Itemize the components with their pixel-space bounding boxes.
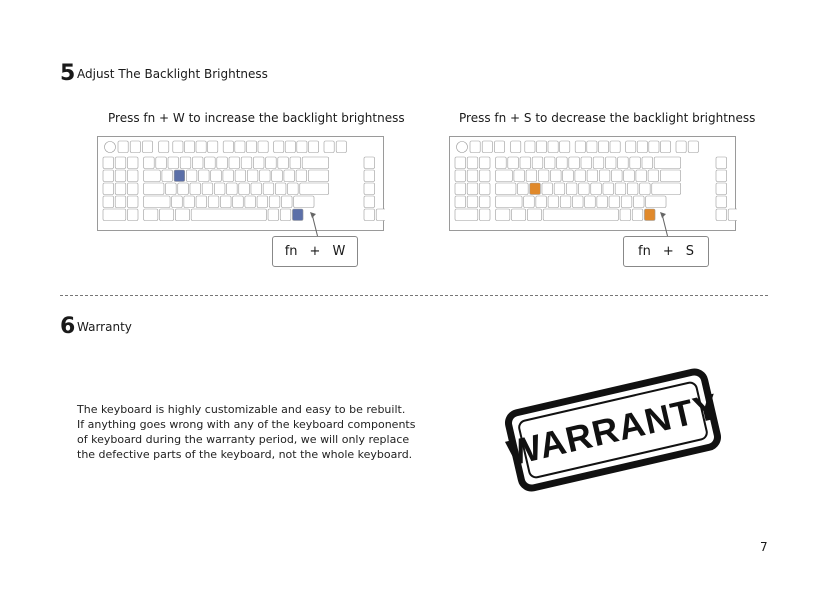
key-f20 (274, 141, 284, 153)
key-m37 (245, 196, 256, 208)
key-l21 (467, 183, 478, 195)
key-r10 (364, 170, 375, 182)
knob (457, 142, 468, 153)
key-m24 (554, 183, 565, 195)
warranty-line: If anything goes wrong with any of the keyboard components (77, 418, 416, 431)
key-m05 (557, 157, 568, 169)
key-m35 (572, 196, 583, 208)
key-m29 (615, 183, 626, 195)
key-l31 (467, 196, 478, 208)
key-m40 (144, 209, 158, 221)
key-l02 (127, 157, 138, 169)
key-f12 (246, 141, 256, 153)
key-m31 (172, 196, 183, 208)
key-m210 (627, 183, 638, 195)
key-l30 (103, 196, 114, 208)
warranty-line: The keyboard is highly customizable and easy to be rebuilt. (77, 403, 406, 416)
knob (105, 142, 116, 153)
key-m27 (239, 183, 250, 195)
key-m26 (579, 183, 590, 195)
key-esc (511, 141, 521, 153)
key-l20 (103, 183, 114, 195)
key-m14 (551, 170, 562, 182)
key-m29 (263, 183, 274, 195)
key-f21 (637, 141, 647, 153)
key-f22 (297, 141, 307, 153)
key-l01 (467, 157, 478, 169)
page-number: 7 (760, 540, 768, 554)
key-m211 (288, 183, 299, 195)
key-m35 (220, 196, 231, 208)
combo-key-fn: fn (638, 244, 651, 259)
keyboard-keys-left (98, 137, 385, 232)
key-m013 (654, 157, 680, 169)
warranty-paragraph (77, 402, 417, 462)
key-m44 (268, 209, 279, 221)
key-m32 (536, 196, 547, 208)
key-l40 (103, 209, 126, 221)
key-r40 (364, 209, 375, 221)
key-m111 (284, 170, 295, 182)
key-m15 (563, 170, 574, 182)
key-l00 (455, 157, 466, 169)
key-m22 (178, 183, 189, 195)
key-m25 (214, 183, 225, 195)
key-f13 (610, 141, 620, 153)
key-m26 (227, 183, 238, 195)
key-m20 (496, 183, 516, 195)
key-m21 (166, 183, 177, 195)
key-r00 (716, 157, 727, 169)
key-m06 (217, 157, 228, 169)
key-r0-0 (470, 141, 480, 153)
key-m03 (532, 157, 543, 169)
key-m04 (544, 157, 555, 169)
key-m18 (599, 170, 610, 182)
key-m113 (308, 170, 328, 182)
key-m112 (648, 170, 659, 182)
keyboard-diagram-left (97, 136, 384, 231)
key-r0-0 (118, 141, 128, 153)
key-r30 (364, 196, 375, 208)
key-m04 (192, 157, 203, 169)
key-m010 (618, 157, 629, 169)
key-m110 (624, 170, 635, 182)
key-f00 (173, 141, 183, 153)
key-m12 (526, 170, 537, 182)
key-m41 (159, 209, 173, 221)
key-f00 (525, 141, 535, 153)
key-l02 (479, 157, 490, 169)
key-f23 (308, 141, 318, 153)
key-l31 (115, 196, 126, 208)
key-m211 (640, 183, 651, 195)
key-m09 (253, 157, 264, 169)
key-l10 (103, 170, 114, 182)
key-r20 (716, 183, 727, 195)
key-m34 (560, 196, 571, 208)
key-m42 (175, 209, 189, 221)
key-m14 (199, 170, 210, 182)
warranty-line: the defective parts of the keyboard, not the whole keyboard. (77, 448, 413, 461)
key-f11 (235, 141, 245, 153)
key-l32 (127, 196, 138, 208)
key-l11 (115, 170, 126, 182)
key-m33 (196, 196, 207, 208)
key-m11 (514, 170, 525, 182)
key-l12 (479, 170, 490, 182)
section-5-title: Adjust The Backlight Brightness (77, 67, 268, 81)
key-m112 (296, 170, 307, 182)
key-f02 (196, 141, 206, 153)
key-m43 (543, 209, 618, 221)
key-l20 (455, 183, 466, 195)
key-f03 (560, 141, 570, 153)
key-l12 (127, 170, 138, 182)
key-m212 (300, 183, 329, 195)
key-f12 (598, 141, 608, 153)
key-l22 (127, 183, 138, 195)
key-m17 (587, 170, 598, 182)
key-m36 (233, 196, 244, 208)
key-l22 (479, 183, 490, 195)
key-m212 (652, 183, 681, 195)
key-f01 (536, 141, 546, 153)
warranty-line: of keyboard during the warranty period, we will only replace (77, 433, 410, 446)
section-6-title: Warranty (77, 320, 132, 334)
key-m44 (620, 209, 631, 221)
key-m09 (605, 157, 616, 169)
key-m02 (520, 157, 531, 169)
key-m07 (581, 157, 592, 169)
key-m16 (223, 170, 234, 182)
key-m37 (597, 196, 608, 208)
key-f22 (649, 141, 659, 153)
key-m15 (211, 170, 222, 182)
key-m10 (496, 170, 513, 182)
key-m11 (162, 170, 173, 182)
key-light (336, 141, 346, 153)
key-m32 (184, 196, 195, 208)
key-m17 (235, 170, 246, 182)
keyboard-diagram-right (449, 136, 736, 231)
key-m00 (144, 157, 155, 169)
combo-key-s: S (685, 244, 694, 259)
key-m27 (591, 183, 602, 195)
left-caption: Press fn + W to increase the backlight brightness (108, 111, 405, 125)
key-l41 (479, 209, 490, 221)
section-6-number: 6 (60, 314, 76, 339)
key-m08 (593, 157, 604, 169)
key-m28 (603, 183, 614, 195)
key-f21 (285, 141, 295, 153)
key-light (688, 141, 698, 153)
key-r30 (716, 196, 727, 208)
right-caption: Press fn + S to decrease the backlight brightness (459, 111, 756, 125)
combo-box-fn-s (623, 236, 709, 267)
key-m23 (190, 183, 201, 195)
key-m19 (260, 170, 271, 182)
warranty-stamp-border (502, 366, 724, 495)
key-m310 (281, 196, 292, 208)
key-m30 (496, 196, 522, 208)
combo-key-w: W (332, 244, 346, 259)
key-l11 (467, 170, 478, 182)
combo-plus: + (309, 244, 321, 259)
combo-box-fn-w (272, 236, 358, 267)
key-m00 (496, 157, 507, 169)
key-r0-2 (142, 141, 152, 153)
warranty-stamp (497, 370, 729, 494)
key-m20 (144, 183, 164, 195)
key-m30 (144, 196, 170, 208)
key-m013 (302, 157, 328, 169)
key-f03 (208, 141, 218, 153)
key-f20 (626, 141, 636, 153)
key-l41 (127, 209, 138, 221)
key-m33 (548, 196, 559, 208)
key-m38 (609, 196, 620, 208)
key-m012 (290, 157, 301, 169)
key-r0-1 (482, 141, 492, 153)
key-m19 (612, 170, 623, 182)
key-m13 (538, 170, 549, 182)
warranty-stamp-text: WARRANTY (503, 385, 723, 474)
key-r00 (364, 157, 375, 169)
key-m41 (511, 209, 525, 221)
key-m110 (272, 170, 283, 182)
combo-plus: + (662, 244, 674, 259)
key-m43 (191, 209, 266, 221)
key-f01 (184, 141, 194, 153)
combo-key-fn: fn (284, 244, 298, 259)
key-m05 (205, 157, 216, 169)
key-r0-2 (494, 141, 504, 153)
key-m18 (247, 170, 258, 182)
key-l32 (479, 196, 490, 208)
key-f02 (548, 141, 558, 153)
key-m28 (251, 183, 262, 195)
key-r41 (376, 209, 385, 221)
key-m39 (269, 196, 280, 208)
key-m10 (144, 170, 161, 182)
key-m011 (630, 157, 641, 169)
key-r20 (364, 183, 375, 195)
key-m23 (542, 183, 553, 195)
key-m210 (275, 183, 286, 195)
key-l01 (115, 157, 126, 169)
section-5-number: 5 (60, 61, 76, 86)
key-m36 (585, 196, 596, 208)
key-m24 (202, 183, 213, 195)
key-m012 (642, 157, 653, 169)
key-r10 (716, 170, 727, 182)
key-m08 (241, 157, 252, 169)
keyboard-keys-right (450, 137, 737, 232)
key-m311 (294, 196, 314, 208)
key-m310 (633, 196, 644, 208)
key-m39 (621, 196, 632, 208)
key-m40 (496, 209, 510, 221)
key-m38 (257, 196, 268, 208)
key-l40 (455, 209, 478, 221)
key-esc (159, 141, 169, 153)
key-f13 (258, 141, 268, 153)
key-m01 (156, 157, 167, 169)
key-m113 (660, 170, 680, 182)
key-m25 (566, 183, 577, 195)
key-del (324, 141, 334, 153)
key-r41 (728, 209, 737, 221)
key-m21 (518, 183, 529, 195)
key-m13 (186, 170, 197, 182)
key-m111 (636, 170, 647, 182)
key-r0-1 (130, 141, 140, 153)
key-l00 (103, 157, 114, 169)
key-r40 (716, 209, 727, 221)
key-m42 (527, 209, 541, 221)
key-l30 (455, 196, 466, 208)
key-m07 (229, 157, 240, 169)
key-f11 (587, 141, 597, 153)
key-m011 (278, 157, 289, 169)
key-m12 (174, 170, 185, 182)
key-m16 (575, 170, 586, 182)
key-l21 (115, 183, 126, 195)
key-m02 (168, 157, 179, 169)
key-m22 (530, 183, 541, 195)
key-m01 (508, 157, 519, 169)
key-l10 (455, 170, 466, 182)
key-m03 (180, 157, 191, 169)
key-f10 (575, 141, 585, 153)
key-m31 (524, 196, 535, 208)
key-m06 (569, 157, 580, 169)
key-f23 (660, 141, 670, 153)
key-m34 (208, 196, 219, 208)
key-del (676, 141, 686, 153)
key-m010 (266, 157, 277, 169)
key-f10 (223, 141, 233, 153)
key-m311 (646, 196, 666, 208)
dashed-divider (60, 295, 768, 296)
